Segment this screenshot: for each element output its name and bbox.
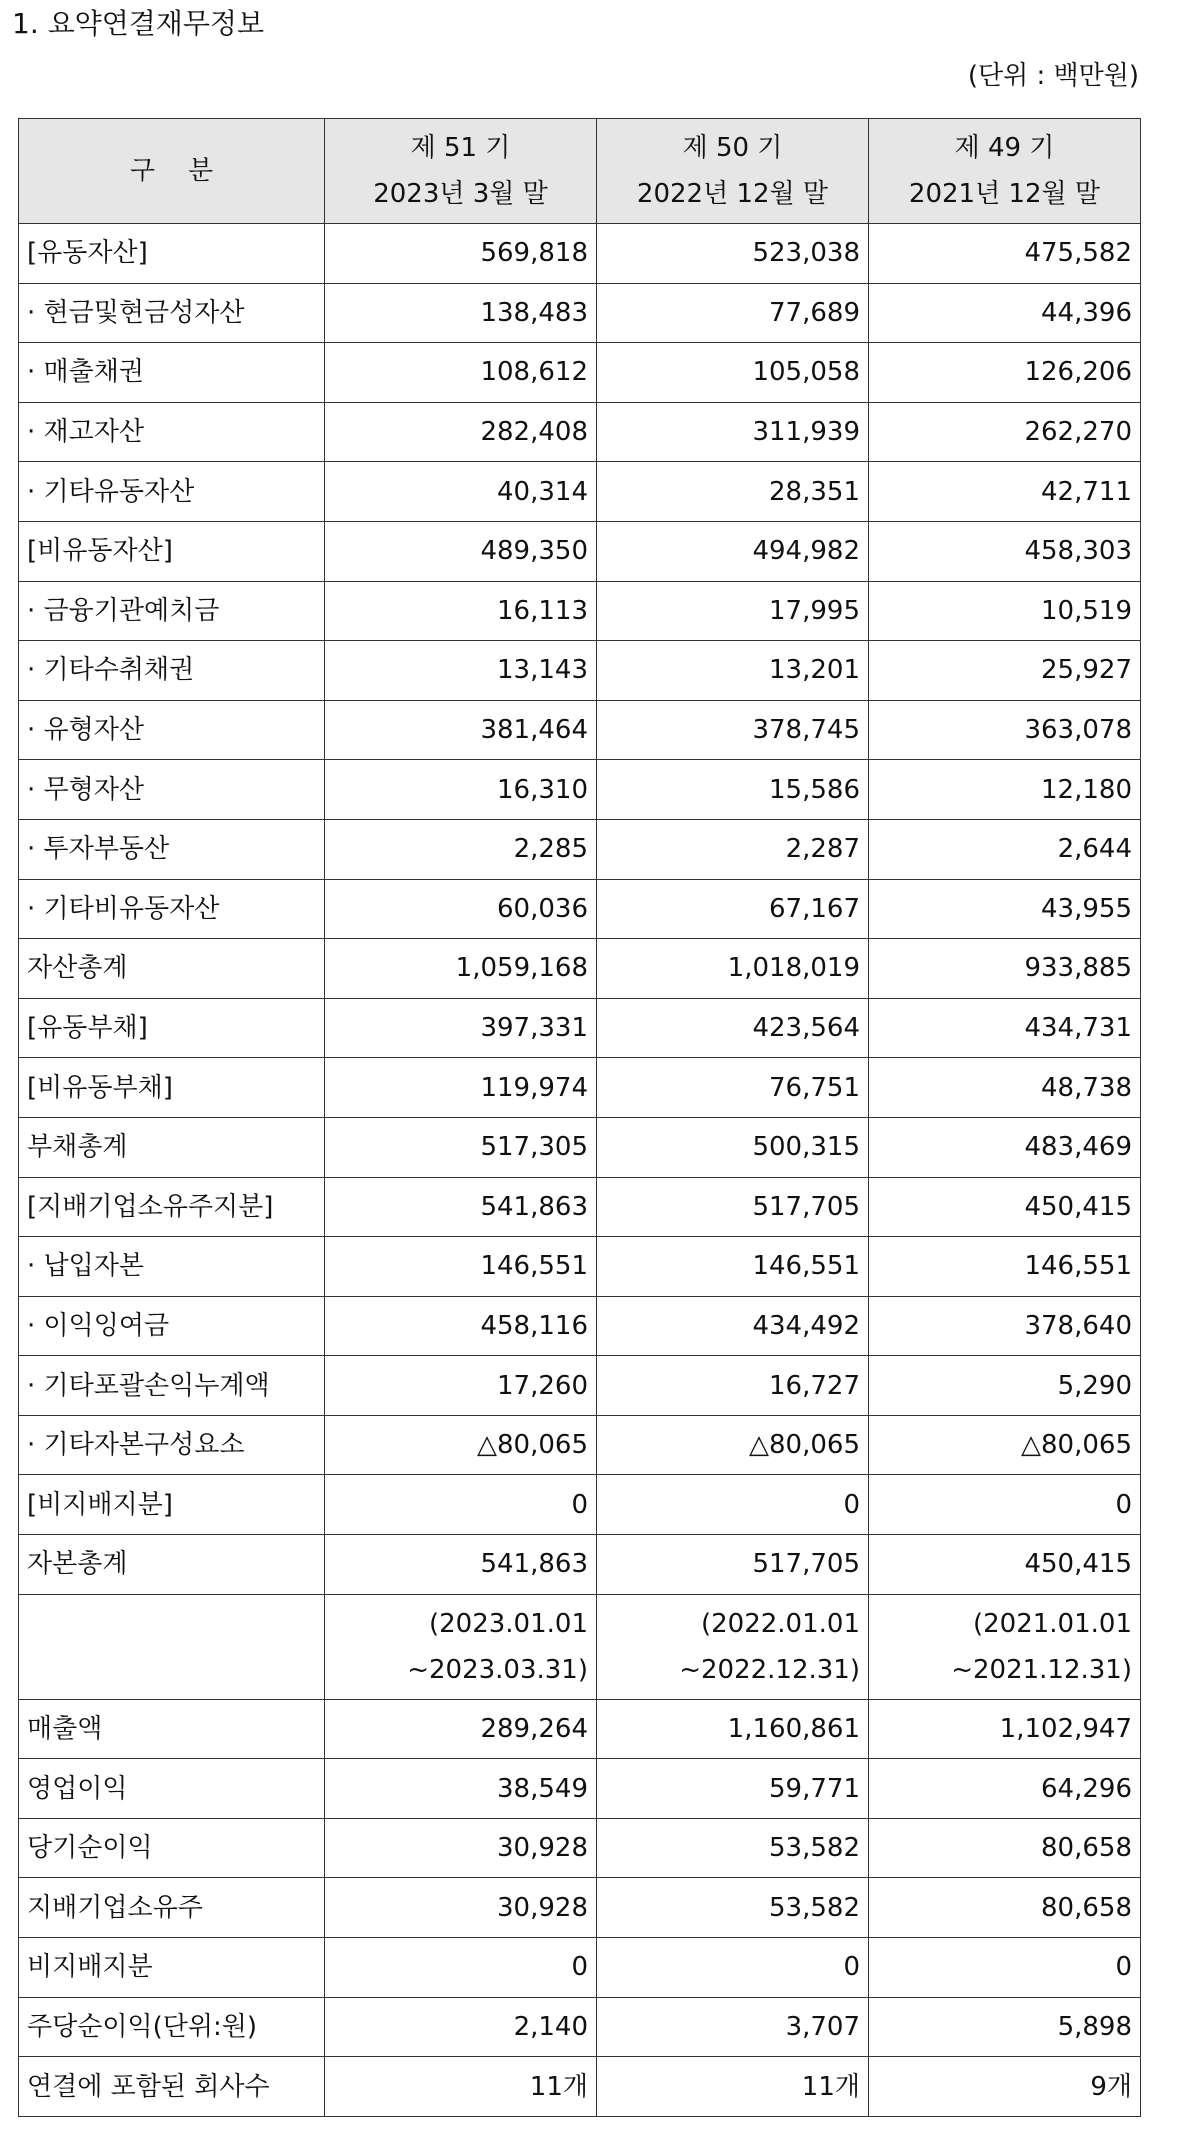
value-cell: 541,863 bbox=[325, 1535, 597, 1595]
row-label: · 현금및현금성자산 bbox=[19, 283, 325, 343]
period-start: (2022.01.01 bbox=[700, 1608, 860, 1639]
period-row bbox=[19, 1594, 1141, 1699]
row-label: [비유동자산] bbox=[19, 521, 325, 581]
row-label: 자본총계 bbox=[19, 1535, 325, 1595]
value-cell: 0 bbox=[597, 1938, 869, 1998]
value-cell: 5,290 bbox=[869, 1356, 1141, 1416]
value-cell: 933,885 bbox=[869, 939, 1141, 999]
header-column-50 bbox=[597, 119, 869, 224]
value-cell: 523,038 bbox=[597, 224, 869, 284]
table-row bbox=[19, 1296, 1141, 1356]
period-cell bbox=[325, 1594, 597, 1699]
value-cell: 489,350 bbox=[325, 521, 597, 581]
value-cell: 40,314 bbox=[325, 462, 597, 522]
header-period: 제 51 기 bbox=[410, 133, 511, 163]
value-cell: 434,492 bbox=[597, 1296, 869, 1356]
table-row bbox=[19, 1356, 1141, 1416]
page-title: 1. 요약연결재무정보 bbox=[12, 7, 265, 40]
row-label: · 금융기관예치금 bbox=[19, 581, 325, 641]
table-row bbox=[19, 1058, 1141, 1118]
value-cell: 494,982 bbox=[597, 521, 869, 581]
table-row bbox=[19, 1535, 1141, 1595]
value-cell: 105,058 bbox=[597, 343, 869, 403]
value-cell: 0 bbox=[869, 1475, 1141, 1535]
value-cell: 458,303 bbox=[869, 521, 1141, 581]
value-cell: 0 bbox=[869, 1938, 1141, 1998]
header-period: 제 49 기 bbox=[954, 133, 1055, 163]
value-cell: 59,771 bbox=[597, 1759, 869, 1819]
row-label: 당기순이익 bbox=[19, 1818, 325, 1878]
row-label: [유동부채] bbox=[19, 998, 325, 1058]
row-label: · 이익잉여금 bbox=[19, 1296, 325, 1356]
value-cell: 146,551 bbox=[597, 1237, 869, 1297]
row-label: 비지배지분 bbox=[19, 1938, 325, 1998]
row-label: · 투자부동산 bbox=[19, 819, 325, 879]
value-cell: 1,102,947 bbox=[869, 1699, 1141, 1759]
header-date: 2022년 12월 말 bbox=[636, 179, 829, 209]
value-cell: 44,396 bbox=[869, 283, 1141, 343]
row-label: 매출액 bbox=[19, 1699, 325, 1759]
value-cell: 146,551 bbox=[869, 1237, 1141, 1297]
table-row bbox=[19, 939, 1141, 999]
row-label: · 무형자산 bbox=[19, 760, 325, 820]
value-cell: 48,738 bbox=[869, 1058, 1141, 1118]
table-row bbox=[19, 462, 1141, 522]
table-row bbox=[19, 700, 1141, 760]
row-label: 영업이익 bbox=[19, 1759, 325, 1819]
value-cell: 25,927 bbox=[869, 641, 1141, 701]
value-cell: 458,116 bbox=[325, 1296, 597, 1356]
row-label: · 기타자본구성요소 bbox=[19, 1415, 325, 1475]
value-cell: 17,260 bbox=[325, 1356, 597, 1416]
row-label: · 납입자본 bbox=[19, 1237, 325, 1297]
row-label: · 기타수취채권 bbox=[19, 641, 325, 701]
row-label: 부채총계 bbox=[19, 1117, 325, 1177]
value-cell: 64,296 bbox=[869, 1759, 1141, 1819]
table-row bbox=[19, 641, 1141, 701]
financial-summary-table bbox=[18, 118, 1141, 2117]
period-end: ~2021.12.31) bbox=[951, 1654, 1132, 1685]
period-start: (2023.01.01 bbox=[428, 1608, 588, 1639]
value-cell: 1,018,019 bbox=[597, 939, 869, 999]
value-cell: 16,310 bbox=[325, 760, 597, 820]
value-cell: 9개 bbox=[869, 2057, 1141, 2117]
value-cell: 3,707 bbox=[597, 1997, 869, 2057]
table-row bbox=[19, 581, 1141, 641]
value-cell: 13,143 bbox=[325, 641, 597, 701]
header-column-51 bbox=[325, 119, 597, 224]
value-cell: 15,586 bbox=[597, 760, 869, 820]
value-cell: 13,201 bbox=[597, 641, 869, 701]
row-label: [비유동부채] bbox=[19, 1058, 325, 1118]
header-period: 제 50 기 bbox=[682, 133, 783, 163]
period-start: (2021.01.01 bbox=[972, 1608, 1132, 1639]
value-cell: 11개 bbox=[597, 2057, 869, 2117]
value-cell: 146,551 bbox=[325, 1237, 597, 1297]
value-cell: 517,305 bbox=[325, 1117, 597, 1177]
value-cell: 541,863 bbox=[325, 1177, 597, 1237]
header-date: 2021년 12월 말 bbox=[908, 179, 1101, 209]
value-cell: 434,731 bbox=[869, 998, 1141, 1058]
period-cell bbox=[597, 1594, 869, 1699]
row-label: · 매출채권 bbox=[19, 343, 325, 403]
value-cell: 53,582 bbox=[597, 1818, 869, 1878]
table-row bbox=[19, 402, 1141, 462]
value-cell: 450,415 bbox=[869, 1177, 1141, 1237]
row-label: 자산총계 bbox=[19, 939, 325, 999]
row-label: · 기타포괄손익누계액 bbox=[19, 1356, 325, 1416]
value-cell: 381,464 bbox=[325, 700, 597, 760]
period-end: ~2023.03.31) bbox=[407, 1654, 588, 1685]
header-date: 2023년 3월 말 bbox=[373, 179, 548, 209]
value-cell: 0 bbox=[325, 1938, 597, 1998]
value-cell: 76,751 bbox=[597, 1058, 869, 1118]
value-cell: 262,270 bbox=[869, 402, 1141, 462]
value-cell: 11개 bbox=[325, 2057, 597, 2117]
row-label: 주당순이익(단위:원) bbox=[19, 1997, 325, 2057]
table-row bbox=[19, 224, 1141, 284]
value-cell: 67,167 bbox=[597, 879, 869, 939]
value-cell: 138,483 bbox=[325, 283, 597, 343]
value-cell: 43,955 bbox=[869, 879, 1141, 939]
value-cell: 397,331 bbox=[325, 998, 597, 1058]
row-label: · 기타유동자산 bbox=[19, 462, 325, 522]
table-row bbox=[19, 1759, 1141, 1819]
table-row bbox=[19, 1117, 1141, 1177]
value-cell: △80,065 bbox=[325, 1415, 597, 1475]
table-header-row bbox=[19, 119, 1141, 224]
value-cell: 483,469 bbox=[869, 1117, 1141, 1177]
value-cell: 30,928 bbox=[325, 1878, 597, 1938]
value-cell: 16,727 bbox=[597, 1356, 869, 1416]
table-row bbox=[19, 283, 1141, 343]
table-row bbox=[19, 1818, 1141, 1878]
value-cell: 282,408 bbox=[325, 402, 597, 462]
value-cell: 77,689 bbox=[597, 283, 869, 343]
value-cell: 108,612 bbox=[325, 343, 597, 403]
value-cell: 16,113 bbox=[325, 581, 597, 641]
value-cell: 500,315 bbox=[597, 1117, 869, 1177]
row-label: [유동자산] bbox=[19, 224, 325, 284]
value-cell: 80,658 bbox=[869, 1878, 1141, 1938]
value-cell: 42,711 bbox=[869, 462, 1141, 522]
table-row bbox=[19, 1699, 1141, 1759]
table-row bbox=[19, 879, 1141, 939]
row-label: [지배기업소유주지분] bbox=[19, 1177, 325, 1237]
value-cell: △80,065 bbox=[869, 1415, 1141, 1475]
value-cell: 17,995 bbox=[597, 581, 869, 641]
table-row bbox=[19, 760, 1141, 820]
value-cell: 1,160,861 bbox=[597, 1699, 869, 1759]
table-row bbox=[19, 998, 1141, 1058]
table-row bbox=[19, 1177, 1141, 1237]
table-row bbox=[19, 2057, 1141, 2117]
unit-note: (단위 : 백만원) bbox=[967, 61, 1139, 91]
value-cell: 12,180 bbox=[869, 760, 1141, 820]
value-cell: 10,519 bbox=[869, 581, 1141, 641]
value-cell: 1,059,168 bbox=[325, 939, 597, 999]
row-label: 지배기업소유주 bbox=[19, 1878, 325, 1938]
period-end: ~2022.12.31) bbox=[679, 1654, 860, 1685]
value-cell: 517,705 bbox=[597, 1177, 869, 1237]
value-cell: 2,140 bbox=[325, 1997, 597, 2057]
value-cell: 569,818 bbox=[325, 224, 597, 284]
value-cell: 475,582 bbox=[869, 224, 1141, 284]
header-column-49 bbox=[869, 119, 1141, 224]
value-cell: 53,582 bbox=[597, 1878, 869, 1938]
table-row bbox=[19, 1237, 1141, 1297]
value-cell: 30,928 bbox=[325, 1818, 597, 1878]
value-cell: 517,705 bbox=[597, 1535, 869, 1595]
table-row bbox=[19, 1878, 1141, 1938]
value-cell: 5,898 bbox=[869, 1997, 1141, 2057]
table-row bbox=[19, 1997, 1141, 2057]
value-cell: 311,939 bbox=[597, 402, 869, 462]
value-cell: 80,658 bbox=[869, 1818, 1141, 1878]
row-label: · 재고자산 bbox=[19, 402, 325, 462]
value-cell: 378,745 bbox=[597, 700, 869, 760]
table-row bbox=[19, 1475, 1141, 1535]
row-label: 연결에 포함된 회사수 bbox=[19, 2057, 325, 2117]
value-cell: 0 bbox=[325, 1475, 597, 1535]
table-row bbox=[19, 819, 1141, 879]
table-row bbox=[19, 343, 1141, 403]
value-cell: 28,351 bbox=[597, 462, 869, 522]
value-cell: 0 bbox=[597, 1475, 869, 1535]
value-cell: 2,285 bbox=[325, 819, 597, 879]
value-cell: 363,078 bbox=[869, 700, 1141, 760]
header-label-cell: 구 분 bbox=[19, 119, 325, 224]
table-row bbox=[19, 521, 1141, 581]
period-cell bbox=[869, 1594, 1141, 1699]
table-row bbox=[19, 1938, 1141, 1998]
value-cell: 378,640 bbox=[869, 1296, 1141, 1356]
value-cell: 2,287 bbox=[597, 819, 869, 879]
row-label: · 기타비유동자산 bbox=[19, 879, 325, 939]
period-label-cell bbox=[19, 1594, 325, 1699]
value-cell: 38,549 bbox=[325, 1759, 597, 1819]
table-body bbox=[19, 224, 1141, 2117]
value-cell: △80,065 bbox=[597, 1415, 869, 1475]
value-cell: 450,415 bbox=[869, 1535, 1141, 1595]
value-cell: 60,036 bbox=[325, 879, 597, 939]
row-label: · 유형자산 bbox=[19, 700, 325, 760]
value-cell: 2,644 bbox=[869, 819, 1141, 879]
value-cell: 126,206 bbox=[869, 343, 1141, 403]
value-cell: 289,264 bbox=[325, 1699, 597, 1759]
table-row bbox=[19, 1415, 1141, 1475]
value-cell: 423,564 bbox=[597, 998, 869, 1058]
value-cell: 119,974 bbox=[325, 1058, 597, 1118]
row-label: [비지배지분] bbox=[19, 1475, 325, 1535]
